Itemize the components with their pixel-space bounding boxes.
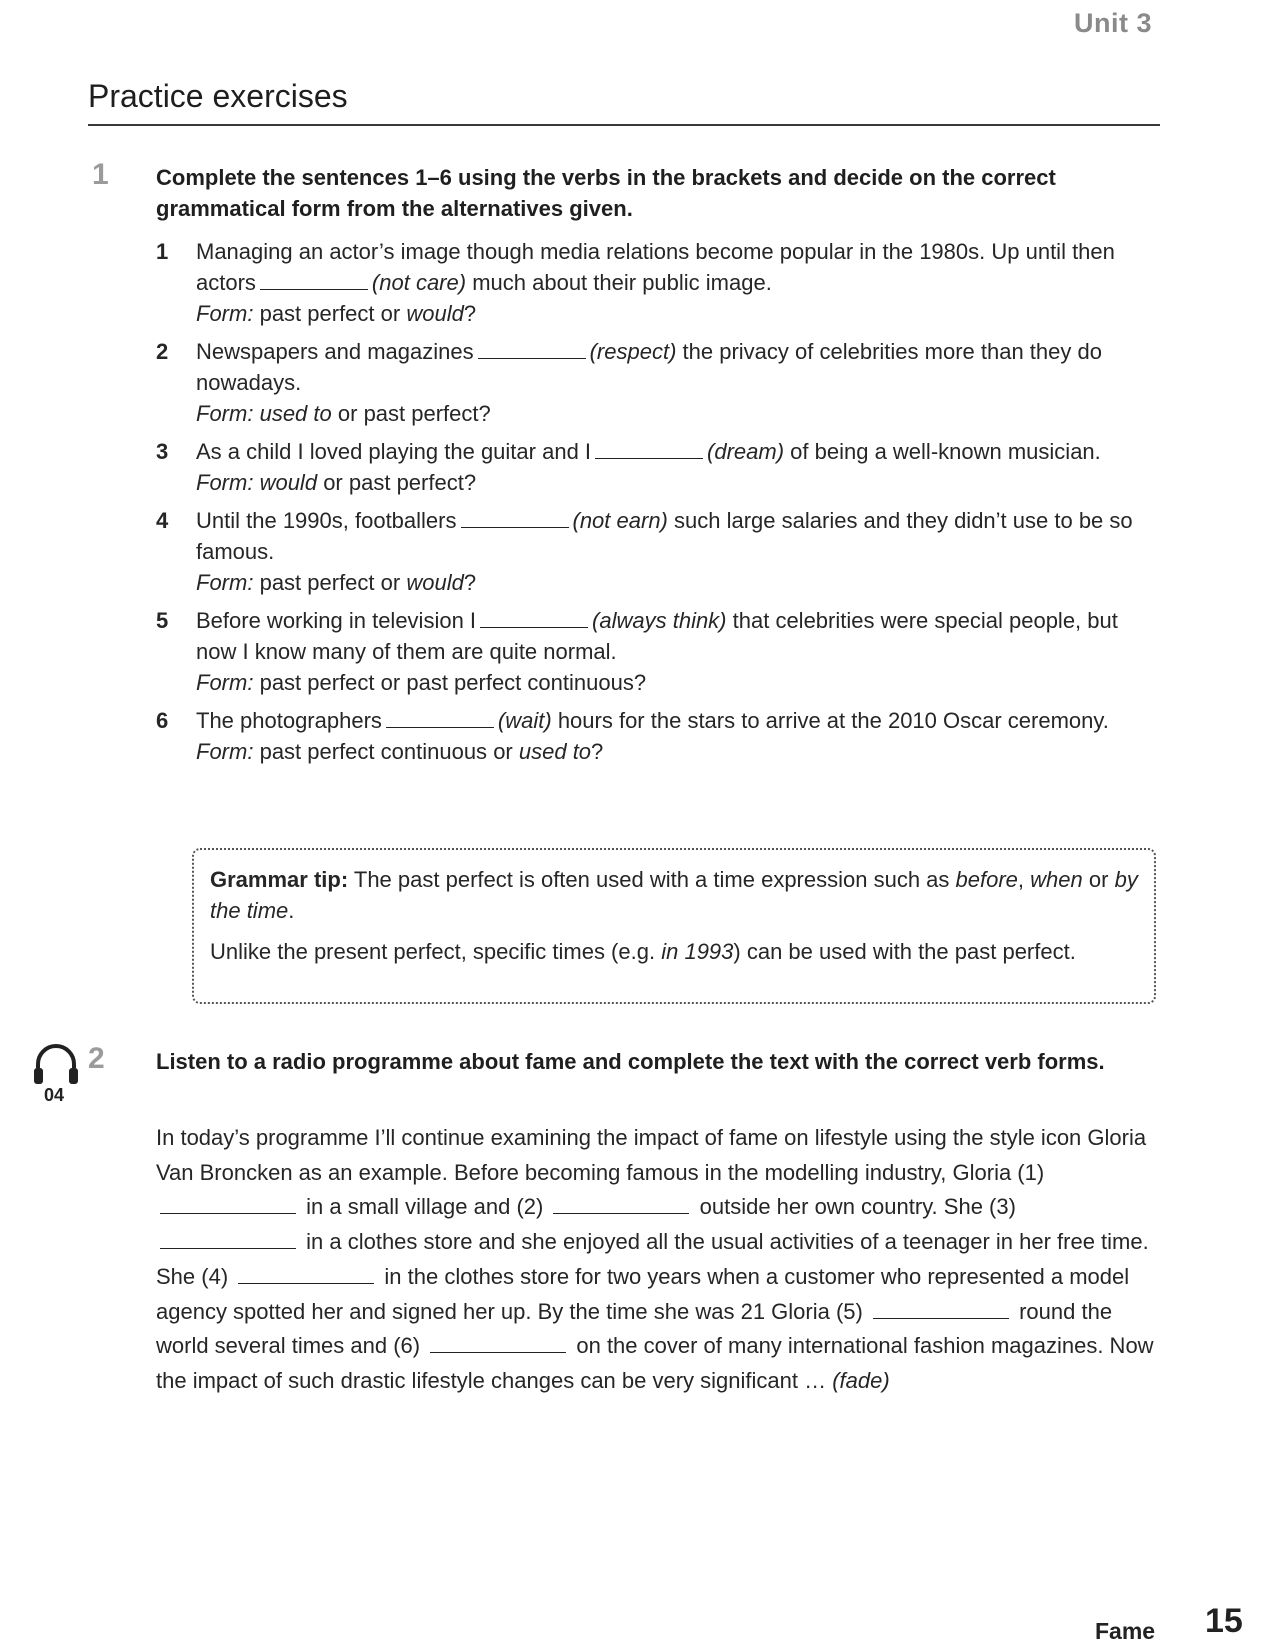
sentence-start: Until the 1990s, footballers — [196, 508, 457, 533]
form-or: or — [380, 670, 401, 695]
form-or: or — [380, 301, 401, 326]
sentence-end: such large salaries and they didn’t use to be so famous. — [196, 508, 1133, 564]
form-or: or — [380, 570, 401, 595]
verb-hint: (always think) — [592, 608, 727, 633]
grammar-tip-paragraph — [210, 864, 1138, 926]
form-option-a: would — [259, 470, 318, 495]
exercise-item — [156, 436, 1156, 498]
item-sentence — [196, 336, 1156, 398]
answer-blank[interactable] — [595, 440, 703, 459]
form-option-a: past perfect continuous — [259, 739, 488, 764]
item-form-hint: Form: past perfect or past perfect continuous? — [196, 670, 647, 695]
tip-example: in 1993 — [661, 939, 734, 964]
answer-blank[interactable] — [873, 1300, 1009, 1319]
exercise-item — [156, 236, 1156, 329]
item-sentence — [196, 605, 1156, 667]
form-label: Form: — [196, 470, 254, 495]
page-number: 15 — [1205, 1602, 1243, 1640]
grammar-tip-label: Grammar tip: — [210, 867, 349, 892]
item-sentence — [196, 236, 1156, 298]
verb-hint: (not earn) — [572, 508, 668, 533]
form-option-b: would — [406, 301, 464, 326]
verb-hint: (respect) — [589, 339, 677, 364]
form-label: Form: — [196, 301, 254, 326]
item-form-hint: Form: past perfect continuous or used to? — [196, 739, 604, 764]
exercise-item — [156, 605, 1156, 698]
answer-blank[interactable] — [553, 1195, 689, 1214]
passage-text: in the clothes store for two years when a customer who represented a model agency spotted her and signed her up. By the time she was 21 Gloria (5) — [156, 1263, 1130, 1324]
answer-blank[interactable] — [238, 1265, 374, 1284]
sentence-end: of being a well-known musician. — [790, 439, 1101, 464]
form-option-a: past perfect — [259, 570, 375, 595]
form-option-b: used to — [518, 739, 592, 764]
tip-example: by the time — [210, 867, 1138, 923]
answer-blank[interactable] — [160, 1195, 296, 1214]
title-divider — [88, 124, 1160, 126]
item-sentence — [196, 436, 1156, 467]
sentence-start: The photographers — [196, 708, 382, 733]
footer-section-label: Fame — [1095, 1618, 1156, 1644]
exercise-item — [156, 705, 1156, 767]
form-option-a: past perfect — [259, 670, 375, 695]
passage-text: In today’s programme I’ll continue examining the impact of fame on lifestyle using the style icon Gloria Van Broncken as an example. Before becoming famous in the modelling industry, Gloria (1) — [156, 1125, 1147, 1185]
form-option-b: past perfect — [363, 401, 479, 426]
passage-text: on the cover of many international fashion magazines. Now the impact of such drastic lifestyle changes can be very significant … — [156, 1333, 1154, 1393]
item-number: 1 — [156, 239, 169, 264]
form-or: or — [493, 739, 513, 764]
sentence-end: the privacy of celebrities more than they do nowadays. — [196, 339, 1102, 395]
passage-text: in a clothes store and she enjoyed all the usual activities of a teenager in her free time. She (4) — [156, 1229, 1149, 1289]
item-form-hint: Form: would or past perfect? — [196, 470, 477, 495]
sentence-start: Before working in television I — [196, 608, 477, 633]
tip-punct: . — [288, 898, 295, 923]
tip-example: before — [955, 867, 1018, 892]
form-option-b: past perfect — [348, 470, 464, 495]
form-option-b: past perfect continuous — [406, 670, 634, 695]
form-option-b: would — [406, 570, 464, 595]
answer-blank[interactable] — [260, 271, 368, 290]
item-sentence — [196, 505, 1156, 567]
form-or: or — [323, 470, 343, 495]
form-label: Form: — [196, 570, 254, 595]
sentence-start: Managing an actor’s image though media relations become popular in the 1980s. Up until then actors — [196, 239, 1115, 295]
exercise-instruction: Listen to a radio programme about fame and complete the text with the correct verb forms. — [156, 1049, 1105, 1074]
passage-text: outside her own country. She (3) — [699, 1194, 1016, 1220]
grammar-tip-box — [192, 848, 1156, 1004]
tip-punct: , — [1017, 867, 1025, 892]
exercise-item — [156, 505, 1156, 598]
sentence-start: As a child I loved playing the guitar and I — [196, 439, 592, 464]
answer-blank[interactable] — [461, 509, 569, 528]
item-number: 5 — [156, 608, 169, 633]
exercise-number: 2 — [88, 1042, 105, 1075]
sentence-start: Newspapers and magazines — [196, 339, 474, 364]
exercise-items — [156, 236, 1156, 774]
item-form-hint: Form: past perfect or would? — [196, 570, 477, 595]
answer-blank[interactable] — [160, 1230, 296, 1249]
answer-blank[interactable] — [430, 1334, 566, 1353]
verb-hint: (wait) — [497, 708, 552, 733]
form-label: Form: — [196, 670, 254, 695]
exercise-instruction: Complete the sentences 1–6 using the verbs in the brackets and decide on the correct grammatical form from the alternatives given. — [156, 165, 1056, 221]
answer-blank[interactable] — [386, 709, 494, 728]
tip-text: The past perfect is often used with a time expression such as — [353, 867, 950, 892]
exercise-number: 1 — [92, 158, 109, 191]
sentence-end: hours for the stars to arrive at the 2010 Oscar ceremony. — [557, 708, 1109, 733]
audio-track-number: 04 — [44, 1085, 65, 1105]
page-title: Practice exercises — [88, 78, 348, 114]
tip-text: Unlike the present perfect, specific times (e.g. — [210, 939, 656, 964]
gap-fill-passage — [156, 1121, 1156, 1399]
item-sentence — [196, 705, 1156, 736]
form-option-a: past perfect — [259, 301, 375, 326]
sentence-end: much about their public image. — [472, 270, 772, 295]
tip-example: when — [1030, 867, 1083, 892]
exercise-item — [156, 336, 1156, 429]
unit-label: Unit 3 — [1073, 8, 1152, 38]
passage-text: round the world several times and (6) — [156, 1298, 1113, 1359]
form-option-a: used to — [259, 401, 332, 426]
item-number: 2 — [156, 339, 169, 364]
grammar-tip-paragraph — [210, 936, 1138, 967]
headphones-icon — [32, 1042, 80, 1086]
answer-blank[interactable] — [480, 609, 588, 628]
item-form-hint: Form: past perfect or would? — [196, 301, 477, 326]
item-number: 4 — [156, 508, 169, 533]
item-form-hint: Form: used to or past perfect? — [196, 401, 491, 426]
form-label: Form: — [196, 739, 254, 764]
form-or: or — [337, 401, 358, 426]
tip-text: ) can be used with the past perfect. — [733, 939, 1076, 964]
verb-hint: (not care) — [371, 270, 467, 295]
answer-blank[interactable] — [478, 340, 586, 359]
tip-text: or — [1088, 867, 1109, 892]
item-number: 6 — [156, 708, 169, 733]
passage-text: in a small village and (2) — [306, 1194, 544, 1220]
fade-note: (fade) — [832, 1367, 890, 1393]
verb-hint: (dream) — [707, 439, 785, 464]
sentence-end: that celebrities were special people, but now I know many of them are quite normal. — [196, 608, 1118, 664]
form-label: Form: — [196, 401, 254, 426]
item-number: 3 — [156, 439, 169, 464]
